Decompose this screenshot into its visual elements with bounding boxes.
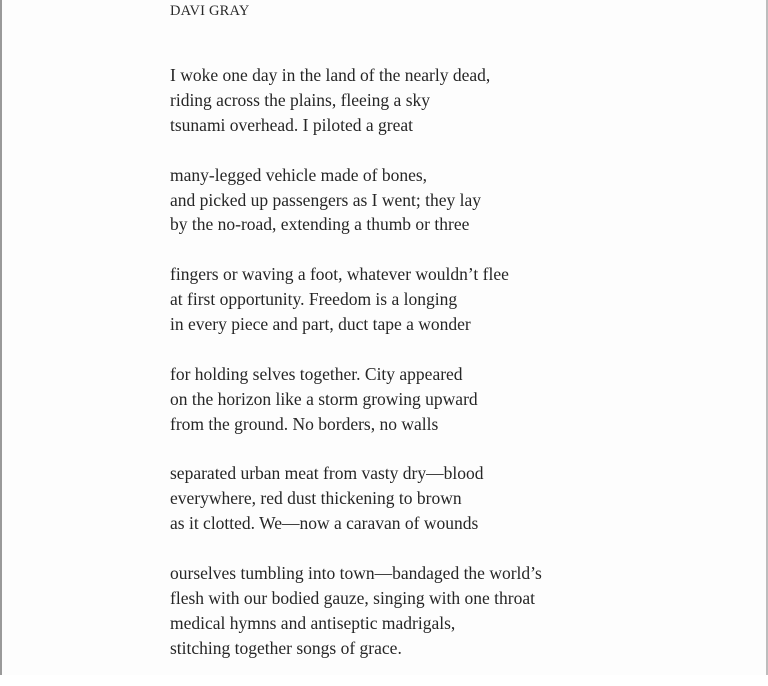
poem-line: flesh with our bodied gauze, singing with one throat (170, 587, 535, 608)
poem-body (170, 63, 542, 686)
stanza (170, 163, 542, 238)
poem-line: and picked up passengers as I went; they lay (170, 189, 482, 210)
poem-line: medical hymns and antiseptic madrigals, (170, 612, 456, 633)
poem-line: riding across the plains, fleeing a sky (170, 89, 431, 110)
author-name: DAVI GRAY (170, 3, 250, 19)
poem-line: for holding selves together. City appeared (170, 363, 463, 384)
stanza (170, 461, 542, 536)
poem-line: in every piece and part, duct tape a wonder (170, 314, 471, 335)
poem-line: fingers or waving a foot, whatever wouldn’t flee (170, 264, 509, 285)
poem-line: ourselves tumbling into town—bandaged the world’s (170, 563, 542, 584)
poem-line: from the ground. No borders, no walls (170, 413, 439, 434)
poem-line: many-legged vehicle made of bones, (170, 164, 428, 185)
stanza (170, 362, 542, 437)
poem-line: separated urban meat from vasty dry—blood (170, 463, 484, 484)
poem-line: by the no-road, extending a thumb or three (170, 214, 470, 235)
stanza (170, 262, 542, 337)
poem-line: stitching together songs of grace. (170, 637, 402, 658)
poem-line: tsunami overhead. I piloted a great (170, 114, 413, 135)
stanza (170, 63, 542, 138)
stanza (170, 561, 542, 661)
poem-line: at first opportunity. Freedom is a longing (170, 289, 458, 310)
poem-line: I woke one day in the land of the nearly dead, (170, 65, 491, 85)
poem-line: everywhere, red dust thickening to brown (170, 488, 462, 509)
poem-line: as it clotted. We—now a caravan of wounds (170, 513, 479, 534)
poem-line: on the horizon like a storm growing upward (170, 388, 478, 409)
